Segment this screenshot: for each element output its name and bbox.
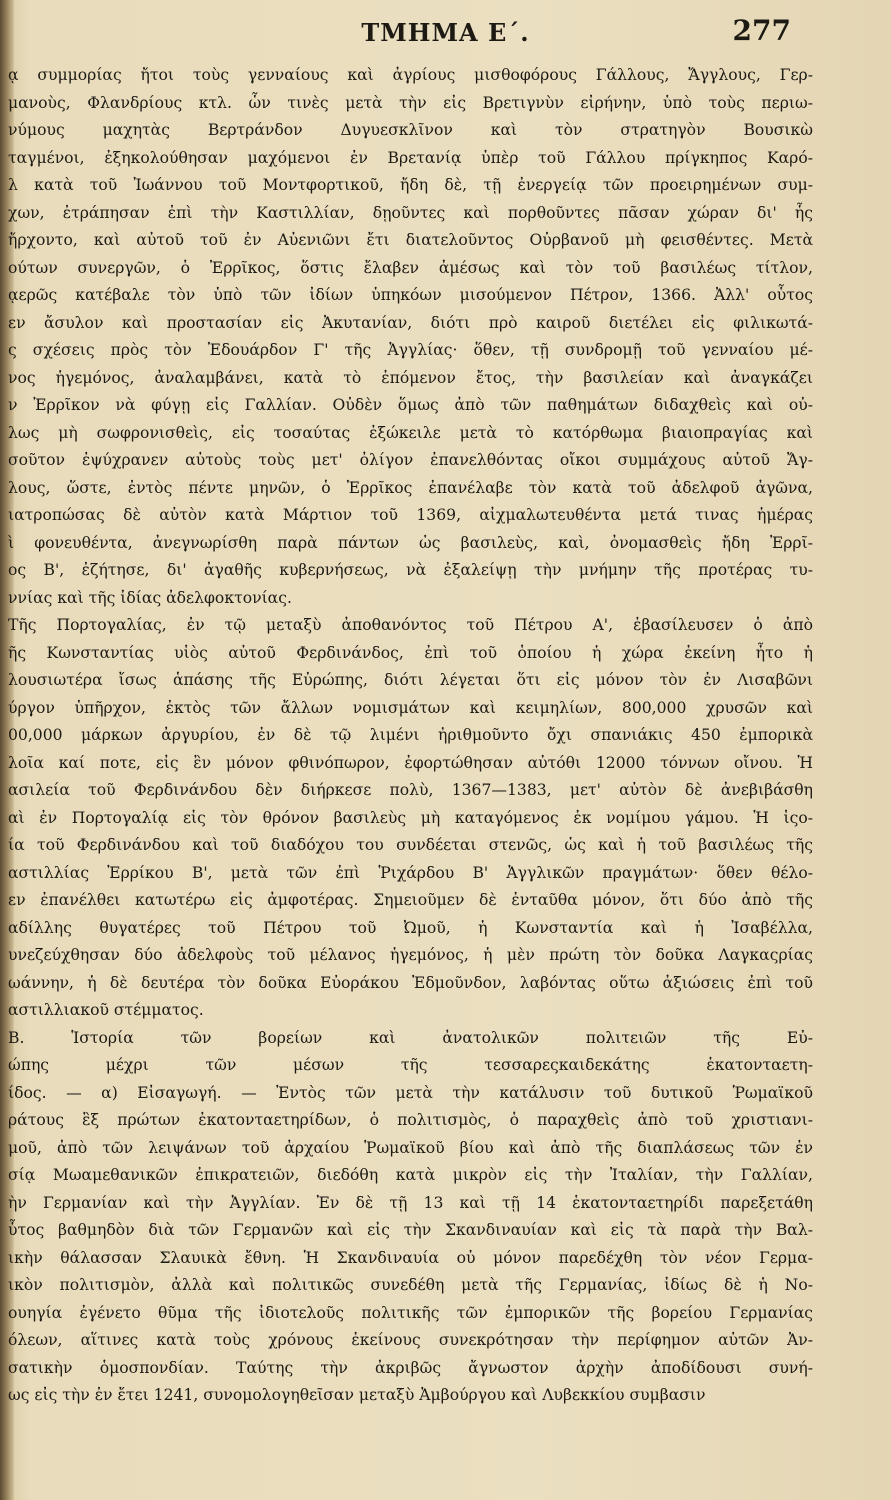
page-number: 277 [732, 14, 791, 47]
text-line: αστιλλιακοῦ στέμματος. [8, 1001, 204, 1019]
text-line: ὴν Γερμανίαν καὶ τὴν Ἀγγλίαν. Ἐν δὲ τῇ 13 καὶ τῇ 14 ἑκατονταετηρίδι παρεξετάθη [8, 1193, 813, 1212]
text-line: 00,000 μάρκων ἀργυρίου, ἐν δὲ τῷ λιμένι ἠριθμοῦντο ὄχι σπανιάκις 450 ἐμπορικὰ [8, 726, 813, 744]
text-line: εν ἄσυλον καὶ προστασίαν εἰς Ἀκυτανίαν, διότι πρὸ καιροῦ διετέλει εἰς φιλικωτά- [8, 313, 813, 332]
text-line: ὗτος βαθμηδὸν διὰ τῶν Γερμανῶν καὶ εἰς τὴν Σκανδιναυίαν καὶ εἰς τὰ παρὰ τὴν Βαλ- [8, 1221, 813, 1239]
text-line: ὶ φονευθέντα, ἀνεγνωρίσθη παρὰ πάντων ὡς βασιλεὺς, καὶ, ὀνομασθεὶς ἤδη Ἐρρῖ- [8, 533, 813, 552]
text-line: λ κατὰ τοῦ Ἰωάννου τοῦ Μοντφορτικοῦ, ἤδη δὲ, τῇ ἐνεργείᾳ τῶν προειρημένων συμ- [8, 176, 813, 194]
text-line: Β. Ἱστορία τῶν βορείων καὶ ἀνατολικῶν πολιτειῶν τῆς Εὐ- [8, 1028, 813, 1047]
text-line: ωάννην, ἡ δὲ δευτέρα τὸν δοῦκα Εὐοράκου Ἐδμοῦνδον, λαβόντας οὕτω ἀξιώσεις ἐπὶ τοῦ [8, 973, 813, 992]
text-line: μοῦ, ἀπὸ τῶν λειψάνων τοῦ ἀρχαίου Ῥωμαϊκοῦ βίου καὶ ἀπὸ τῆς διαπλάσεως τῶν ἐν [8, 1138, 813, 1157]
text-line: ίδος. — α) Εἰσαγωγή. — Ἐντὸς τῶν μετὰ τὴν κατάλυσιν τοῦ δυτικοῦ Ῥωμαϊκοῦ [8, 1083, 813, 1102]
text-line: ος Β', ἐζήτησε, δι' ἀγαθῆς κυβερνήσεως, νὰ ἐξαλείψῃ τὴν μνήμην τῆς προτέρας τυ- [8, 561, 813, 579]
text-line: νύμους μαχητὰς Βερτράνδον Δυγυεσκλῖνον καὶ τὸν στρατηγὸν Βουσικὼ [8, 121, 813, 139]
text-line: ᾳερῶς κατέβαλε τὸν ὑπὸ τῶν ἰδίων ὑπηκόων μισούμενον Πέτρον, 1366. Ἀλλ' οὗτος [8, 286, 813, 304]
text-line: μανοὺς, Φλανδρίους κτλ. ὧν τινὲς μετὰ τὴν εἰς Βρετιγνὺν εἰρήνην, ὑπὸ τοὺς περιω- [8, 93, 813, 112]
text-line: λοῖα καί ποτε, εἰς ἓν μόνον φθινόπωρον, ἐφορτώθησαν αὐτόθι 12000 τόννων οἴνου. Ἡ [8, 753, 813, 772]
text-line: εν ἐπανέλθει κατωτέρω εἰς ἀμφοτέρας. Σημειοῦμεν δὲ ἐνταῦθα μόνον, ὅτι δύο ἀπὸ τῆς [8, 891, 813, 909]
text-line: λως μὴ σωφρονισθεὶς, εἰς τοσαύτας ἐξώκειλε μετὰ τὸ κατόρθωμα βιαιοπραγίας καὶ [8, 423, 813, 442]
text-line: ία τοῦ Φερδινάνδου καὶ τοῦ διαδόχου του συνδέεται στενῶς, ὡς καὶ ἡ τοῦ βασιλέως τῆς [8, 836, 813, 854]
text-line: λουσιωτέρα ἴσως ἁπάσης τῆς Εὐρώπης, διότι λέγεται ὅτι εἰς μόνον τὸν ἐν Λισαβῶνι [8, 671, 813, 689]
text-line: ῆς Κωνσταντίας υἱὸς αὐτοῦ Φερδινάνδος, ἐπὶ τοῦ ὁποίου ἡ χώρα ἐκείνη ἦτο ἡ [8, 643, 813, 662]
text-line: σοῦτον ἐψύχρανεν αὐτοὺς τοὺς μετ' ὀλίγον ἐπανελθόντας οἴκοι συμμάχους αὐτοῦ Ἄγ- [8, 451, 813, 469]
text-line: χων, ἐτράπησαν ἐπὶ τὴν Καστιλλίαν, δῃοῦντες καὶ πορθοῦντες πᾶσαν χώραν δι' ἧς [8, 203, 813, 222]
text-body [8, 62, 813, 1410]
text-line: Τῆς Πορτογαλίας, ἐν τῷ μεταξὺ ἀποθανόντος τοῦ Πέτρου Α', ἐβασίλευσεν ὁ ἀπὸ [8, 616, 813, 634]
text-line: ύργον ὑπῆρχον, ἐκτὸς τῶν ἄλλων νομισμάτων καὶ κειμηλίων, 800,000 χρυσῶν καὶ [8, 698, 813, 717]
text-line: ικὴν θάλασσαν Σλαυικὰ ἔθνη. Ἡ Σκανδιναυία οὐ μόνον παρεδέχθη τὸν νέον Γερμα- [8, 1248, 813, 1267]
text-line: ς σχέσεις πρὸς τὸν Ἐδουάρδον Γ' τῆς Ἀγγλίας· ὅθεν, τῇ συνδρομῇ τοῦ γενναίου μέ- [8, 341, 813, 359]
text-line: ούτων συνεργῶν, ὁ Ἐρρῖκος, ὅστις ἔλαβεν ἀμέσως καὶ τὸν τοῦ βασιλέως τίτλον, [8, 258, 813, 277]
text-line: αστιλλίας Ἐρρίκου Β', μετὰ τῶν ἐπὶ Ῥιχάρδου Β' Ἀγγλικῶν πραγμάτων· ὅθεν θέλο- [8, 863, 813, 882]
text-line: ουηγία ἐγένετο θῦμα τῆς ἰδιοτελοῦς πολιτικῆς τῶν ἐμπορικῶν τῆς βορείου Γερμανίας [8, 1303, 813, 1322]
text-line: αὶ ἐν Πορτογαλίᾳ εἰς τὸν θρόνον βασιλεὺς μὴ καταγόμενος ἐκ νομίμου γάμου. Ἡ ἱςο- [8, 808, 813, 827]
text-line: ᾳ συμμορίας ἤτοι τοὺς γενναίους καὶ ἀγρίους μισθοφόρους Γάλλους, Ἄγγλους, Γερ- [8, 66, 813, 84]
running-title: ΤΜΗΜΑ Ε΄. [361, 18, 530, 47]
text-line: αδίλλης θυγατέρες τοῦ Πέτρου τοῦ Ὠμοῦ, ἡ Κωνσταντία καὶ ἡ Ἰσαβέλλα, [8, 918, 813, 937]
page-header [0, 12, 891, 56]
text-line: υνεζεύχθησαν δύο ἀδελφοὺς τοῦ μέλανος ἡγεμόνος, ἡ μὲν πρώτη τὸν δοῦκα Λαγκαςρίας [8, 946, 813, 964]
text-line: ασιλεία τοῦ Φερδινάνδου δὲν διήρκεσε πολὺ, 1367—1383, μετ' αὐτὸν δὲ ἀνεβιβάσθη [8, 781, 813, 799]
text-line: ν Ἐρρῖκον νὰ φύγῃ εἰς Γαλλίαν. Οὐδὲν ὅμως ἀπὸ τῶν παθημάτων διδαχθεὶς καὶ οὐ- [8, 396, 813, 414]
text-line: όλεων, αἵτινες κατὰ τοὺς χρόνους ἐκείνους συνεκρότησαν τὴν περίφημον αὐτῶν Ἀν- [8, 1331, 813, 1349]
text-line: ώπης μέχρι τῶν μέσων τῆς τεσσαρεςκαιδεκάτης ἑκατονταετη- [8, 1056, 813, 1074]
text-line: ως εἰς τὴν ἐν ἔτει 1241, συνομολογηθεῖσαν μεταξὺ Ἀμβούργου καὶ Λυβεκκίου συμβασιν [8, 1386, 706, 1404]
text-line: ννίας καὶ τῆς ἰδίας ἀδελφοκτονίας. [8, 588, 292, 607]
text-line: σατικὴν ὁμοσπονδίαν. Ταύτης τὴν ἀκριβῶς ἄγνωστον ἀρχὴν ἀποδίδουσι συνή- [8, 1358, 813, 1377]
text-line: ράτους ἓξ πρώτων ἑκατονταετηρίδων, ὁ πολιτισμὸς, ὁ παραχθεὶς ἀπὸ τοῦ χριστιανι- [8, 1111, 813, 1129]
text-line: ταγμένοι, ἐξηκολούθησαν μαχόμενοι ἐν Βρετανίᾳ ὑπὲρ τοῦ Γάλλου πρίγκηπος Καρό- [8, 148, 813, 167]
text-line: ιατροπώσας δὲ αὐτὸν κατὰ Μάρτιον τοῦ 1369, αἰχμαλωτευθέντα μετά τινας ἡμέρας [8, 506, 813, 524]
text-line: ικὸν πολιτισμὸν, ἀλλὰ καὶ πολιτικῶς συνεδέθη μετὰ τῆς Γερμανίας, ἰδίως δὲ ἡ Νο- [8, 1276, 813, 1294]
text-line: ἤρχοντο, καὶ αὐτοῦ τοῦ ἐν Αὐενιῶνι ἔτι διατελοῦντος Οὐρβανοῦ μὴ φεισθέντες. Μετὰ [8, 231, 813, 249]
text-line: νος ἡγεμόνος, ἀναλαμβάνει, κατὰ τὸ ἐπόμενον ἔτος, τὴν βασιλείαν καὶ ἀναγκάζει [8, 368, 813, 387]
text-line: λους, ὥστε, ἐντὸς πέντε μηνῶν, ὁ Ἐρρῖκος ἐπανέλαβε τὸν κατὰ τοῦ ἀδελφοῦ ἀγῶνα, [8, 478, 813, 497]
text-line: σίᾳ Μωαμεθανικῶν ἐπικρατειῶν, διεδόθη κατὰ μικρὸν εἰς τὴν Ἰταλίαν, τὴν Γαλλίαν, [8, 1166, 813, 1184]
